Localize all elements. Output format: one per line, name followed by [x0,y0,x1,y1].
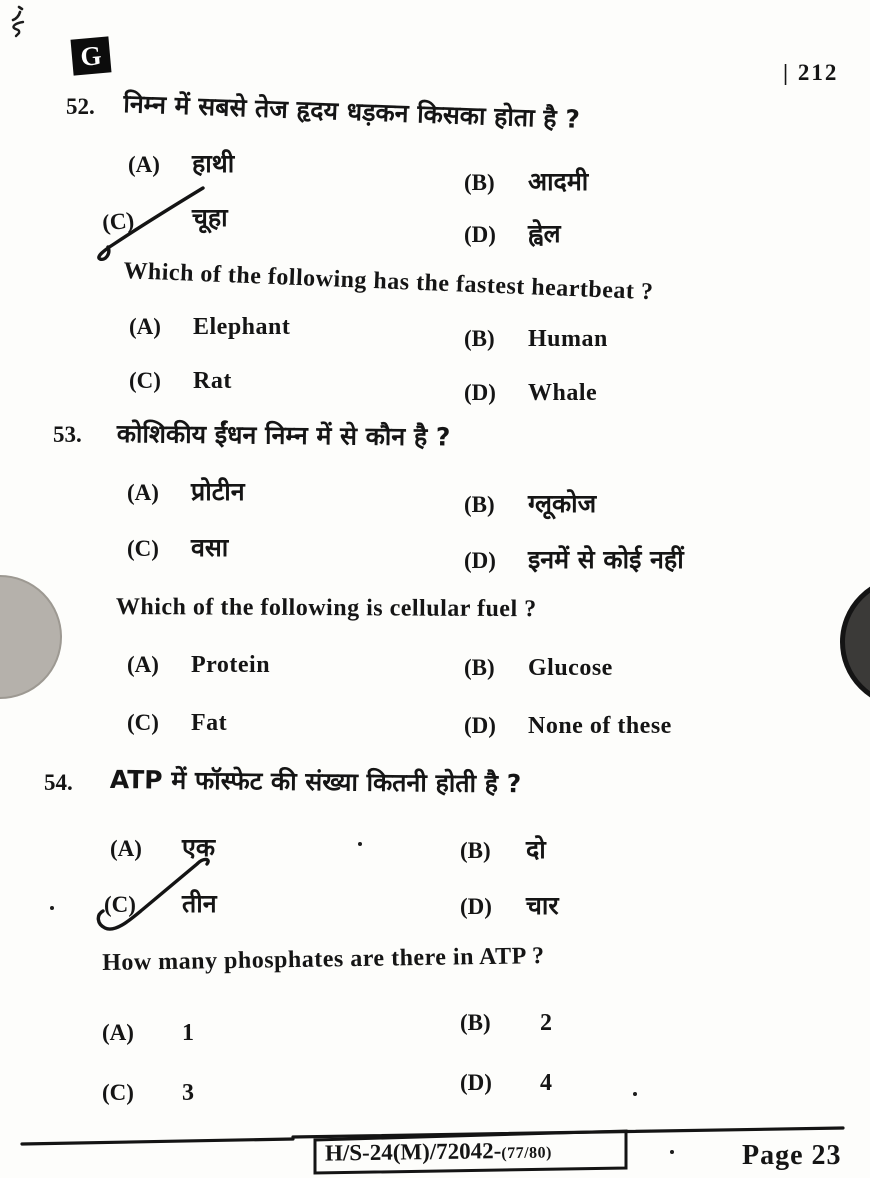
option-row [464,542,684,576]
question-number: 53. [53,422,82,447]
pen-tick-mark [88,178,218,262]
option-text: 3 [182,1080,195,1106]
option-text: ग्लूकोज [528,489,597,518]
option-label: (A) [127,652,159,677]
option-label: (C) [129,368,161,393]
option-label: (D) [464,548,496,573]
option-text: Whale [528,380,598,406]
option-text: तीन [182,889,217,918]
option-label: (B) [464,492,495,517]
option-text: Glucose [528,655,613,681]
question-text-hindi: निम्न में सबसे तेज हृदय धड़कन किसका होता है ? [122,88,581,134]
option-label: (C) [104,892,136,917]
option-label: (D) [464,380,496,405]
option-row [464,216,561,250]
version-badge-letter: G [79,39,103,72]
option-row [464,713,672,740]
option-row [464,326,608,353]
option-label: (B) [464,170,495,195]
option-row [102,1080,195,1107]
option-row [460,1010,553,1037]
question-text-english: Which of the following is cellular fuel ? [115,594,537,623]
option-row [127,652,270,679]
option-label: (A) [128,152,160,177]
page-number-label: Page 23 [742,1140,842,1171]
option-row [128,146,234,180]
option-text: 4 [540,1070,553,1096]
punch-hole-left [0,575,62,699]
option-text: दो [526,835,546,864]
paper-code [325,1137,552,1166]
option-row [460,1070,553,1097]
option-label: (B) [460,1010,491,1035]
option-text: आदमी [528,167,589,196]
option-text: 1 [182,1020,195,1046]
option-label: (C) [127,536,159,561]
option-label: (D) [460,1070,492,1095]
question-text-english: How many phosphates are there in ATP ? [102,943,545,976]
question-number: 54. [44,770,73,795]
paper-code-main: H/S-24(M)/72042- [324,1138,502,1166]
option-text: None of these [528,713,672,739]
option-row [464,380,597,407]
option-label: (D) [464,222,496,247]
version-badge [71,36,112,75]
option-text: Protein [191,652,271,678]
option-text: Rat [193,368,232,394]
option-row [127,710,227,737]
option-text: इनमें से कोई नहीं [528,545,684,574]
option-label: (A) [110,836,142,861]
option-text: ह्वेल [528,219,561,248]
option-text: चूहा [192,203,228,232]
option-text: वसा [191,533,229,562]
option-text: 2 [540,1010,553,1036]
option-label: (A) [102,1020,134,1045]
option-text: हाथी [192,149,235,178]
option-label: (B) [464,326,495,351]
option-row [464,164,588,198]
option-row [129,368,232,395]
option-row [102,1020,195,1047]
option-text: प्रोटीन [191,477,245,506]
option-row [127,474,245,508]
option-text: Human [528,326,608,352]
option-label: (A) [127,480,159,505]
option-label: (A) [129,314,161,339]
option-label: (B) [460,838,491,863]
question-text-hindi: कोशिकीय ईंधन निम्न में से कौन है ? [116,418,451,452]
option-text: Elephant [193,314,291,340]
paper-code-suffix: (77/80) [501,1144,553,1163]
option-text: एक [182,833,216,862]
option-label: (D) [460,894,492,919]
ink-dot [358,842,362,846]
option-label: (C) [100,207,136,236]
option-row [460,832,546,866]
option-label: (C) [127,710,159,735]
option-label: (C) [102,1080,134,1105]
option-text: चार [526,891,559,920]
ink-dot [50,906,54,910]
option-label: (D) [464,713,496,738]
pen-tick-mark [90,852,222,946]
question-text-hindi: ATP में फॉस्फेट की संख्या कितनी होती है ? [109,764,522,799]
option-row [460,888,559,922]
option-row [127,530,228,564]
option-label: (B) [464,655,495,680]
question-text-english: Which of the following has the fastest heartbeat ? [122,258,654,306]
ink-dot [633,1092,637,1096]
handwritten-scribble-icon [2,2,36,40]
option-text: Fat [191,710,228,736]
question-number: 52. [66,94,95,119]
punch-hole-right [840,576,870,708]
set-number: | 212 [783,60,839,85]
option-row [464,486,596,520]
option-row [129,314,290,341]
option-row [464,655,613,682]
